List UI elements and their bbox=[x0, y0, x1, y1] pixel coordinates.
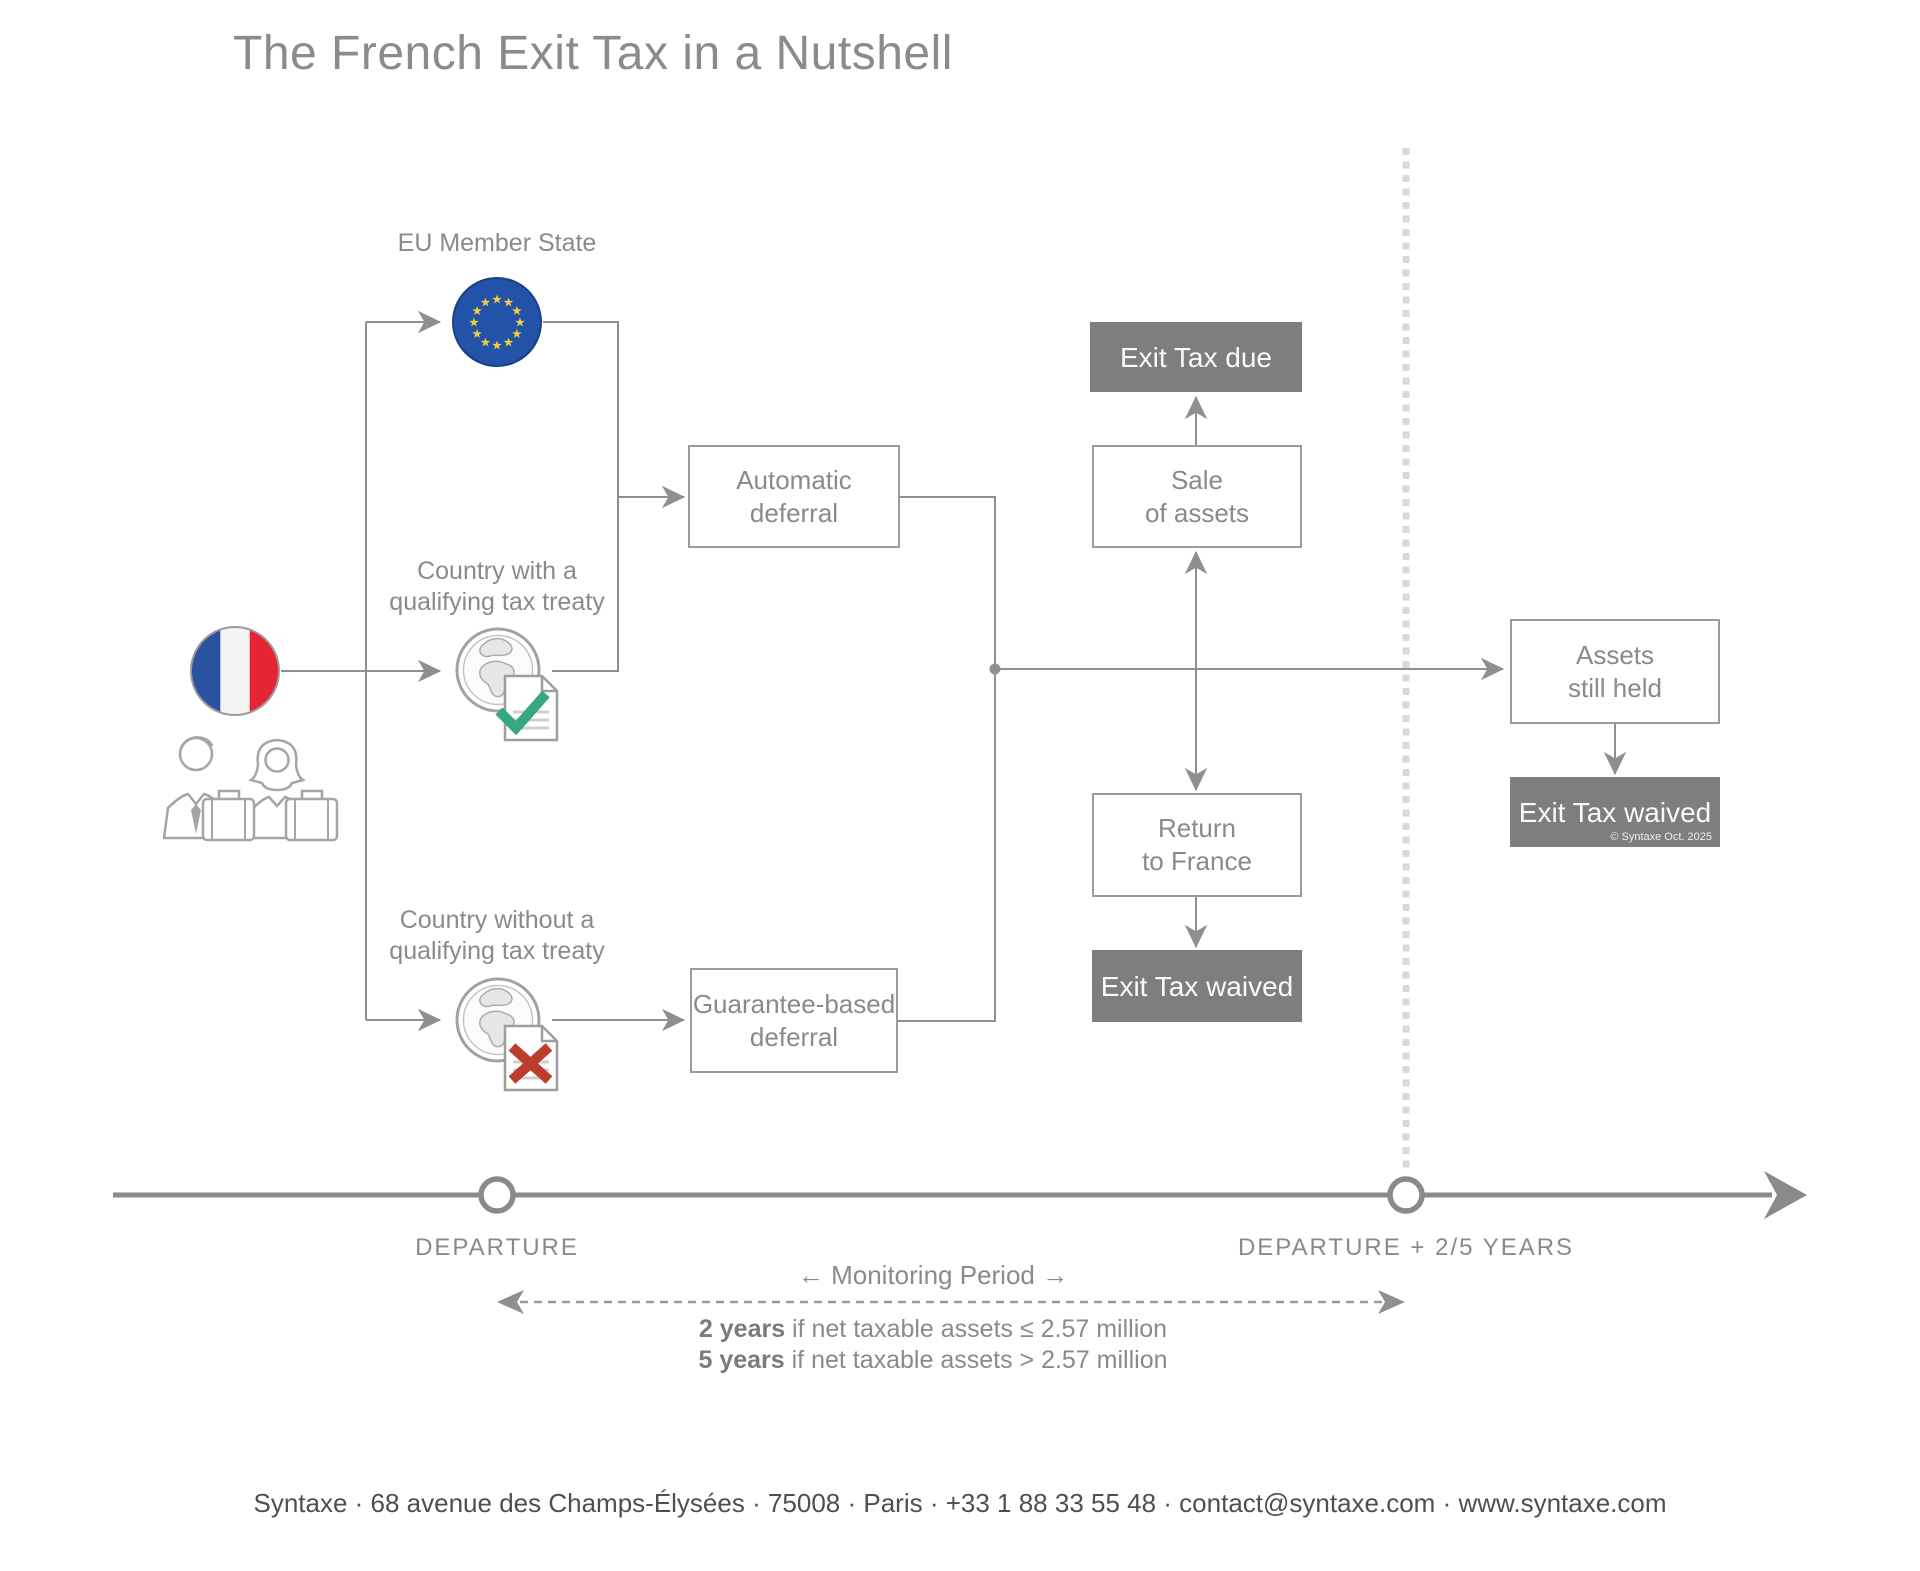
guarantee-deferral-box: Guarantee-based deferral bbox=[690, 968, 898, 1073]
sale-of-assets-box: Sale of assets bbox=[1092, 445, 1302, 548]
timeline bbox=[113, 1171, 1807, 1219]
svg-text:★: ★ bbox=[479, 294, 492, 310]
svg-text:★: ★ bbox=[511, 326, 523, 341]
copyright-note: © Syntaxe Oct. 2025 bbox=[1610, 831, 1712, 843]
monitoring-period-arrow bbox=[497, 1290, 1405, 1314]
svg-text:★: ★ bbox=[491, 291, 503, 307]
return-to-france-box: Return to France bbox=[1092, 793, 1302, 897]
svg-text:★: ★ bbox=[502, 334, 515, 350]
exit-tax-waived-mid-box: Exit Tax waived bbox=[1092, 950, 1302, 1022]
france-flag-icon bbox=[190, 626, 280, 717]
monitoring-rules bbox=[698, 1314, 1167, 1376]
no-treaty-country-label: Country without a qualifying tax treaty bbox=[389, 906, 605, 965]
rule-5-years: 5 years if net taxable assets > 2.57 million bbox=[698, 1346, 1168, 1374]
eu-member-state-label: EU Member State bbox=[397, 229, 597, 257]
junction-dot bbox=[990, 664, 1001, 675]
suitcase-icon-2 bbox=[286, 791, 337, 840]
svg-text:★: ★ bbox=[479, 334, 492, 350]
svg-text:★: ★ bbox=[511, 303, 523, 318]
page-title: The French Exit Tax in a Nutshell bbox=[233, 27, 953, 80]
footer-contact-line: Syntaxe · 68 avenue des Champs-Élysées · 75008 · Paris · +33 1 88 33 55 48 · contact@syntaxe.com · www.syntaxe.com bbox=[253, 1488, 1667, 1518]
svg-text:★: ★ bbox=[471, 303, 483, 318]
svg-text:★: ★ bbox=[471, 326, 483, 341]
svg-text:★: ★ bbox=[468, 314, 480, 330]
globe-treaty-check-icon bbox=[457, 629, 557, 740]
eu-flag-icon bbox=[453, 278, 541, 366]
monitoring-period-label: ← Monitoring Period → bbox=[797, 1260, 1069, 1290]
eu-treaty-merge-line bbox=[543, 322, 618, 671]
departure-plus-label: DEPARTURE + 2/5 YEARS bbox=[1237, 1234, 1575, 1261]
svg-text:★: ★ bbox=[502, 294, 515, 310]
treaty-document-icon bbox=[499, 676, 557, 740]
suitcase-icon bbox=[203, 791, 254, 840]
deferral-merge-line bbox=[898, 497, 995, 1021]
treaty-country-label: Country with a qualifying tax treaty bbox=[389, 557, 605, 616]
automatic-deferral-box: Automatic deferral bbox=[688, 445, 900, 548]
no-treaty-document-icon bbox=[505, 1026, 557, 1090]
departure-label: DEPARTURE bbox=[415, 1234, 579, 1261]
svg-text:★: ★ bbox=[514, 314, 526, 330]
assets-still-held-box: Assets still held bbox=[1510, 619, 1720, 724]
monitoring-arrowhead-left bbox=[497, 1290, 524, 1314]
travelers-icon bbox=[164, 737, 337, 840]
globe-treaty-cross-icon bbox=[457, 979, 557, 1090]
svg-text:★: ★ bbox=[491, 337, 503, 353]
rule-2-years: 2 years if net taxable assets ≤ 2.57 million bbox=[698, 1315, 1168, 1343]
exit-tax-waived-right-box: Exit Tax waived © Syntaxe Oct. 2025 bbox=[1510, 777, 1720, 847]
monitoring-arrowhead-right bbox=[1378, 1290, 1405, 1314]
timeline-node-deadline bbox=[1390, 1179, 1422, 1211]
exit-tax-due-box: Exit Tax due bbox=[1090, 322, 1302, 392]
timeline-node-departure bbox=[481, 1179, 513, 1211]
